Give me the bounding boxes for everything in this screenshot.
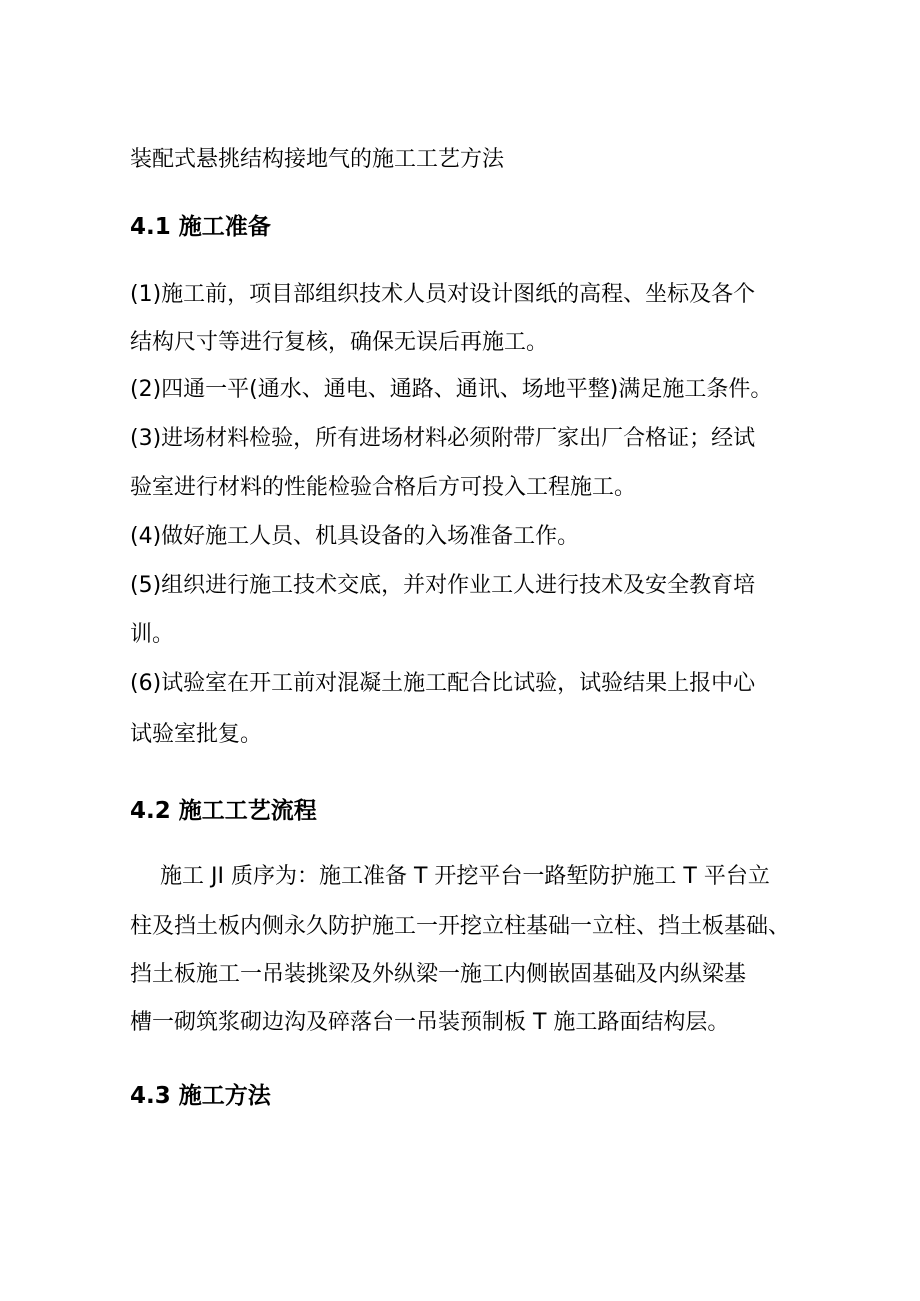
paragraph-line: 验室进行材料的性能检验合格后方可投入工程施工。 bbox=[130, 475, 637, 500]
paragraph-line: (3)进场材料检验，所有进场材料必须附带厂家出厂合格证；经试 bbox=[130, 426, 756, 451]
paragraph-line: 试验室批复。 bbox=[130, 722, 263, 747]
paragraph-line: (4)做好施工人员、机具设备的入场准备工作。 bbox=[130, 524, 580, 549]
paragraph-line: (6)试验室在开工前对混凝土施工配合比试验，试验结果上报中心 bbox=[130, 671, 756, 696]
paragraph-line: 训。 bbox=[130, 622, 175, 647]
paragraph-line: 结构尺寸等进行复核，确保无误后再施工。 bbox=[130, 330, 549, 355]
section-heading-4-3: 4.3 施工方法 bbox=[130, 1083, 271, 1109]
paragraph-line: 槽一砌筑浆砌边沟及碎落台一吊装预制板 T 施工路面结构层。 bbox=[130, 1010, 730, 1035]
paragraph-line: 施工 JI 质序为：施工准备 T 开挖平台一路堑防护施工 T 平台立 bbox=[160, 864, 770, 889]
document-title: 装配式悬挑结构接地气的施工工艺方法 bbox=[130, 147, 505, 172]
paragraph-line: 柱及挡土板内侧永久防护施工一开挖立柱基础一立柱、挡土板基础、 bbox=[130, 914, 791, 939]
paragraph-line: 挡土板施工一吊装挑梁及外纵梁一施工内侧嵌固基础及内纵梁基 bbox=[130, 962, 747, 987]
section-heading-4-1: 4.1 施工准备 bbox=[130, 214, 271, 240]
section-heading-4-2: 4.2 施工工艺流程 bbox=[130, 798, 317, 824]
paragraph-line: (2)四通一平(通水、通电、通路、通讯、场地平整)满足施工条件。 bbox=[130, 377, 773, 402]
paragraph-line: (5)组织进行施工技术交底，并对作业工人进行技术及安全教育培 bbox=[130, 573, 756, 598]
paragraph-line: (1)施工前，项目部组织技术人员对设计图纸的高程、坐标及各个 bbox=[130, 282, 756, 307]
